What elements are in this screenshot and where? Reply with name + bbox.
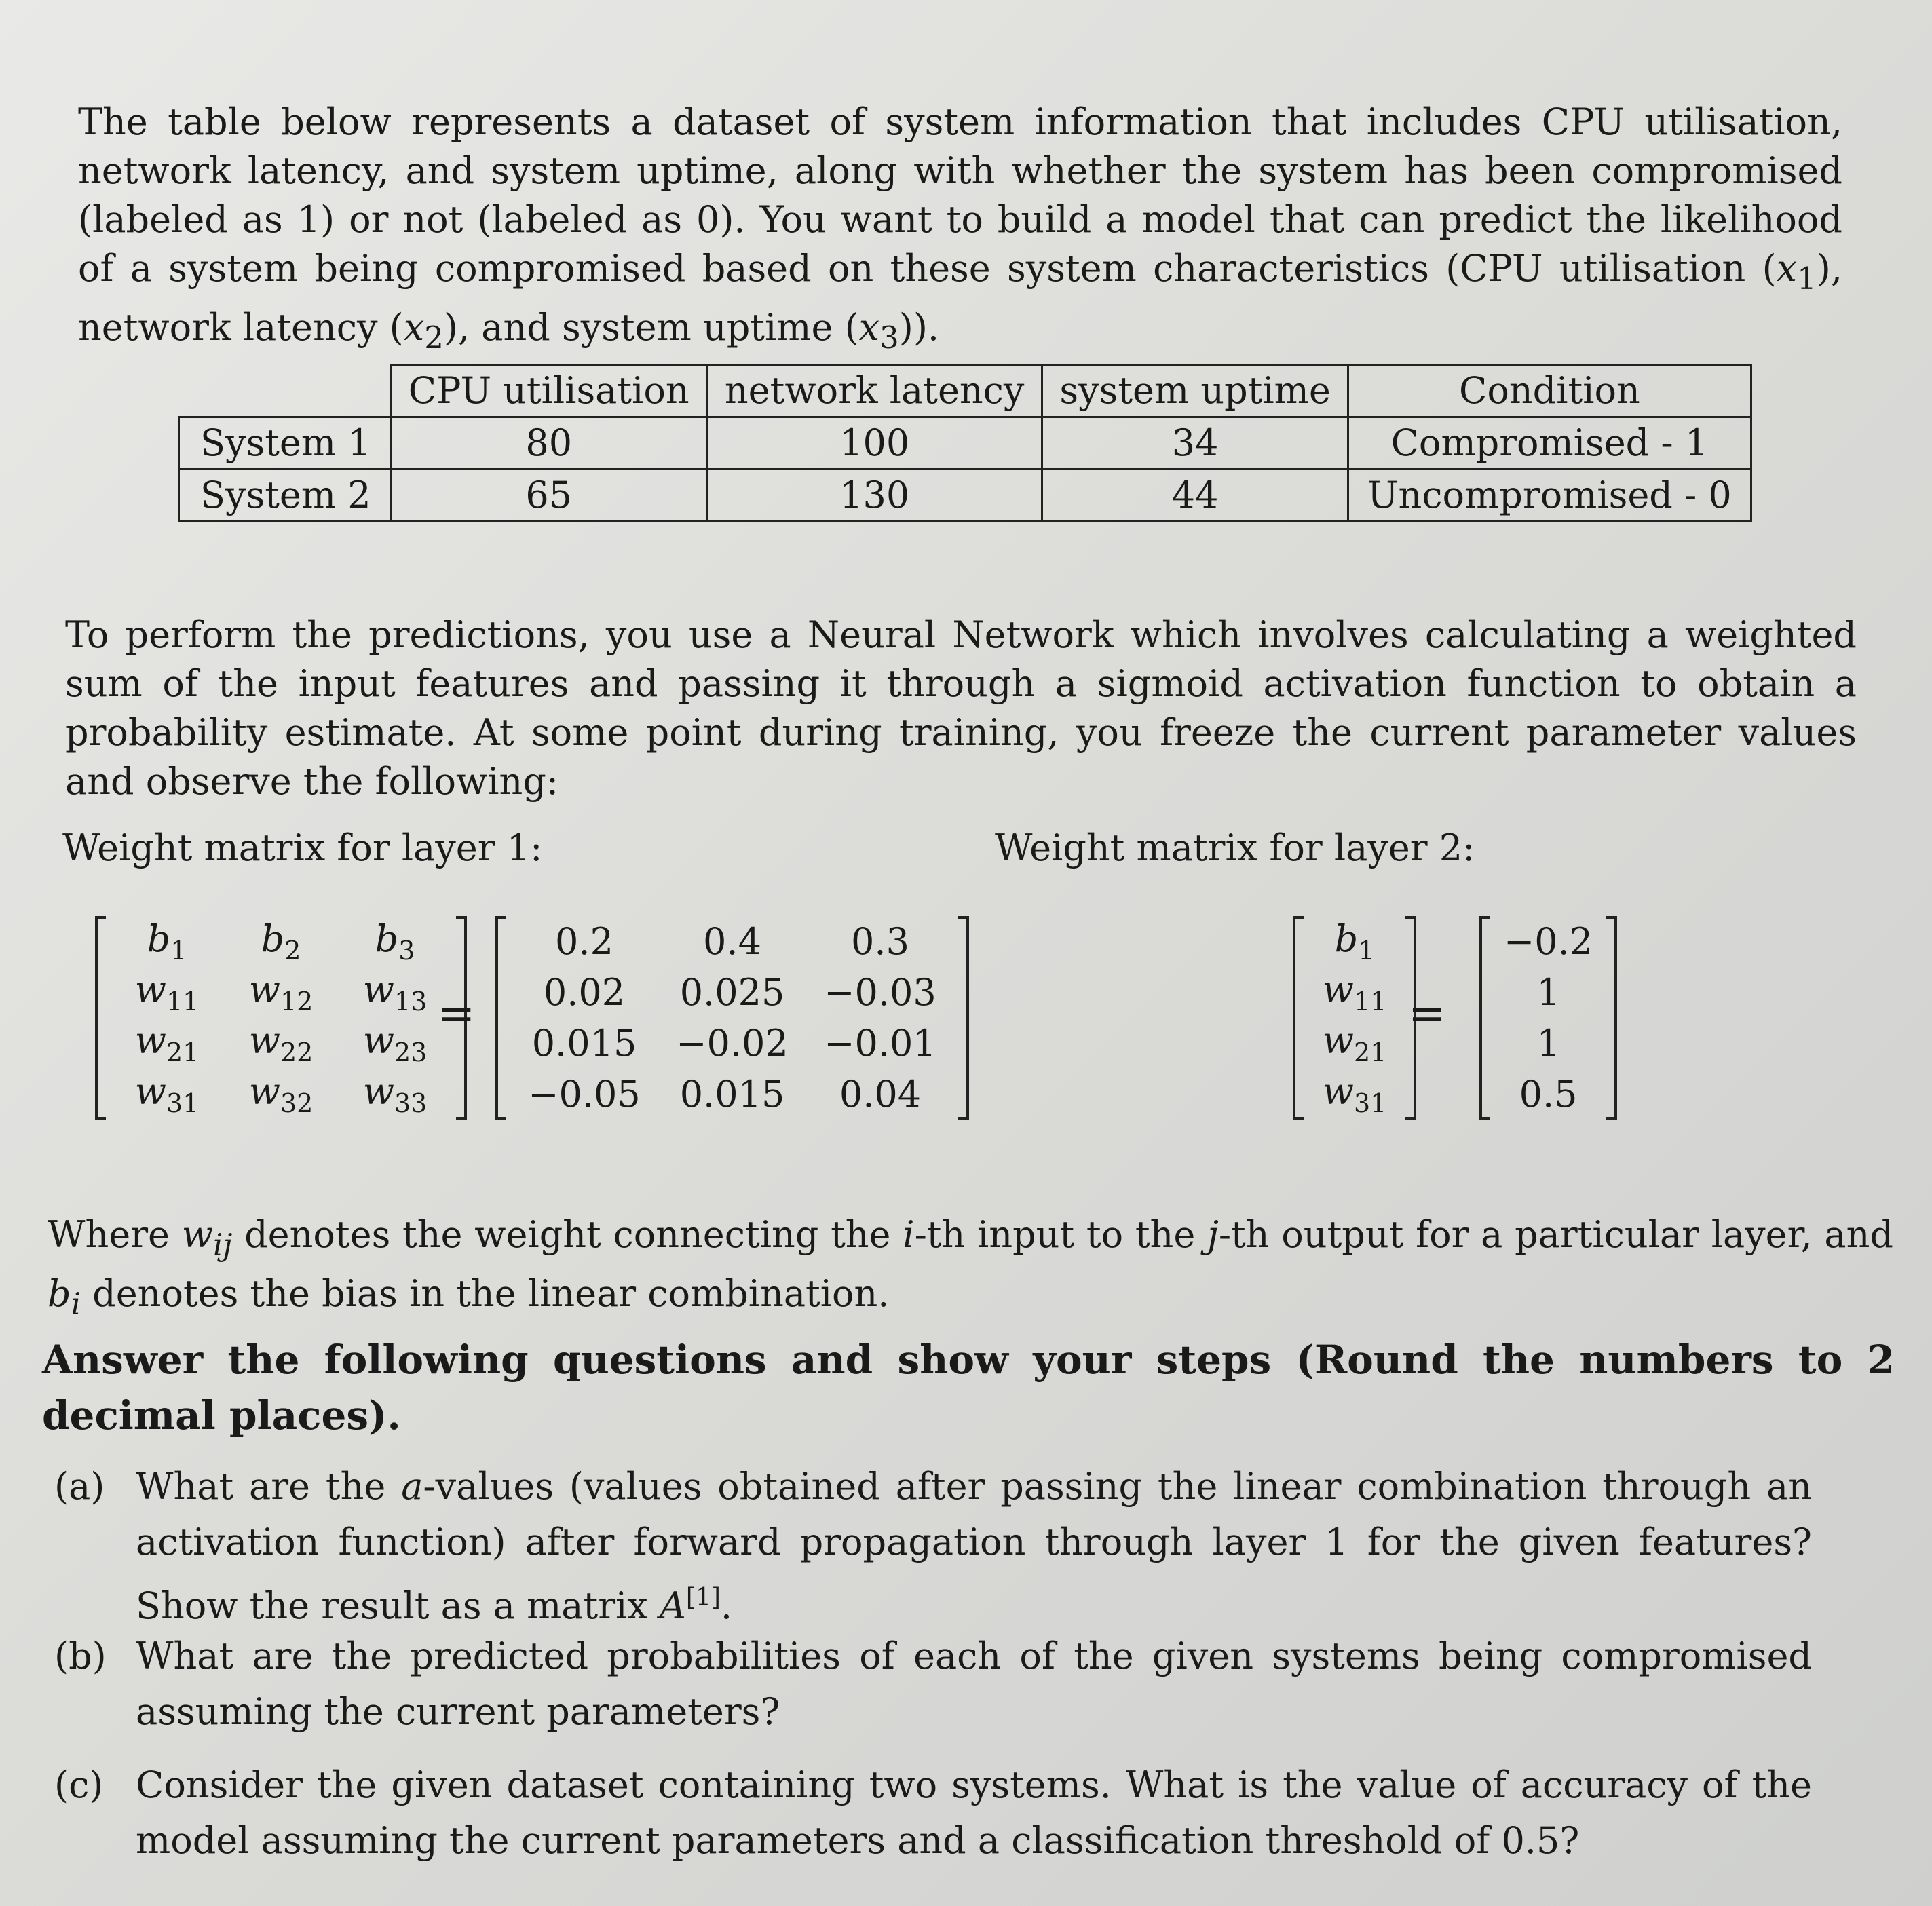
- table-header-cell: system uptime: [1042, 365, 1348, 417]
- x2-subscript: 2: [424, 319, 444, 356]
- table-header-row: [179, 365, 1751, 417]
- matrix-cell: $b_3$: [375, 917, 415, 966]
- matrix-cell: $w_{21}$: [1322, 1019, 1387, 1067]
- matrix-cell: −0.2: [1504, 920, 1593, 963]
- layer2-value-matrix: [1479, 916, 1617, 1120]
- matrix-cell: −0.05: [528, 1073, 641, 1116]
- x3-subscript: 3: [879, 319, 899, 356]
- layer2-caption: Weight matrix for layer 2:: [995, 826, 1475, 869]
- matrix-cell: 1: [1536, 971, 1560, 1014]
- matrix-cell: $w_{12}$: [248, 968, 314, 1016]
- matrix-cell: 0.5: [1519, 1073, 1578, 1116]
- matrix-cell: $w_{13}$: [362, 968, 428, 1016]
- matrix-cell: $w_{33}$: [362, 1070, 428, 1118]
- matrix-cell: $w_{31}$: [134, 1070, 200, 1118]
- matrix-cell: 1: [1536, 1022, 1560, 1065]
- matrix-cell: −0.02: [676, 1022, 789, 1065]
- table-row: [179, 417, 1751, 470]
- dataset-table: [178, 364, 1752, 522]
- question-text: Consider the given dataset containing two systems. What is the value of accuracy of the model assuming the current parameters and a classification threshold of 0.5?: [136, 1764, 1812, 1862]
- neural-network-paragraph: To perform the predictions, you use a Neural Network which involves calculating a weighted sum of the input features and passing it through a sigmoid activation function to obtain a probability estimate. At some point during training, you freeze the current parameter values and observe the following:: [65, 613, 1857, 803]
- layer1-caption: Weight matrix for layer 1:: [62, 826, 543, 869]
- matrix-cell: −0.03: [824, 971, 936, 1014]
- table-cell: Uncompromised - 0: [1348, 470, 1751, 522]
- intro-paragraph: [78, 98, 1842, 362]
- intro-text-4: )).: [898, 305, 940, 349]
- matrix-cell: $w_{32}$: [248, 1070, 314, 1118]
- matrix-cell: 0.3: [851, 920, 909, 963]
- matrix-cell: $w_{23}$: [362, 1019, 428, 1067]
- matrix-cell: $b_1$: [147, 917, 187, 966]
- x1-subscript: 1: [1797, 260, 1817, 297]
- layer1-symbol-matrix: [95, 916, 467, 1120]
- question-a: [54, 1459, 1819, 1634]
- table-cell: 80: [391, 417, 706, 470]
- notation-paragraph: Where $w_{ij}$ denotes the weight connecting the i-th input to the j-th output for a particular layer, and $b_i$ denotes the bias in the linear combination.: [48, 1213, 1893, 1322]
- matrix-cell: 0.2: [555, 920, 613, 963]
- equals-sign: =: [438, 987, 476, 1040]
- table-cell: 44: [1042, 470, 1348, 522]
- table-cell: System 1: [179, 417, 391, 470]
- table-cell: Compromised - 1: [1348, 417, 1751, 470]
- intro-text-3: ), and system uptime (: [443, 305, 859, 349]
- intro-text-1: The table below represents a dataset of system information that includes CPU utilisation, network latency, and system uptime, along with whether the system has been compromised (labeled as 1) or not (labeled as 0). You want to build a model that can predict the likelihood of a system being compromised based on these system characteristics (CPU utilisation (: [78, 100, 1842, 290]
- question-label: (a): [54, 1465, 105, 1508]
- table-cell: 65: [391, 470, 706, 522]
- table-cell: 130: [706, 470, 1042, 522]
- layer1-value-matrix: [495, 916, 969, 1120]
- matrix-cell: 0.04: [839, 1073, 922, 1116]
- matrix-cell: −0.01: [824, 1022, 936, 1065]
- matrix-cell: 0.025: [679, 971, 785, 1014]
- table-header-cell: [179, 365, 391, 417]
- matrix-cell: 0.4: [703, 920, 761, 963]
- intro-text-2: ), network latency (: [78, 247, 1842, 349]
- question-c: [54, 1757, 1819, 1869]
- question-text: What are the a-values (values obtained after passing the linear combination through an activation function) after forward propagation through layer 1 for the given features? Show the result as a matrix A[1].: [136, 1465, 1812, 1627]
- matrix-cell: $w_{22}$: [248, 1019, 314, 1067]
- question-text: What are the predicted probabilities of each of the given systems being compromised assuming the current parameters?: [136, 1635, 1812, 1733]
- matrix-cell: $w_{21}$: [134, 1019, 200, 1067]
- x2-symbol: x: [403, 305, 425, 349]
- question-label: (c): [54, 1764, 104, 1806]
- question-label: (b): [54, 1635, 107, 1677]
- table-row: [179, 470, 1751, 522]
- table-cell: 100: [706, 417, 1042, 470]
- matrix-cell: $w_{11}$: [134, 968, 200, 1016]
- matrix-cell: $b_2$: [261, 917, 301, 966]
- table-header-cell: CPU utilisation: [391, 365, 706, 417]
- matrix-cell: 0.015: [679, 1073, 785, 1116]
- matrix-cell: $w_{31}$: [1322, 1070, 1387, 1118]
- question-b: [54, 1628, 1819, 1740]
- matrix-cell: $b_1$: [1334, 917, 1375, 966]
- table-cell: System 2: [179, 470, 391, 522]
- matrix-cell: $w_{11}$: [1322, 968, 1387, 1016]
- x1-symbol: x: [1776, 247, 1798, 290]
- matrix-cell: 0.015: [531, 1022, 637, 1065]
- layer2-symbol-matrix: [1293, 916, 1416, 1120]
- matrix-cell: 0.02: [543, 971, 626, 1014]
- x3-symbol: x: [858, 305, 880, 349]
- table-header-cell: Condition: [1348, 365, 1751, 417]
- table-header-cell: network latency: [706, 365, 1042, 417]
- equals-sign: =: [1408, 987, 1446, 1040]
- answer-instruction: Answer the following questions and show your steps (Round the numbers to 2 decimal places).: [42, 1337, 1895, 1438]
- table-cell: 34: [1042, 417, 1348, 470]
